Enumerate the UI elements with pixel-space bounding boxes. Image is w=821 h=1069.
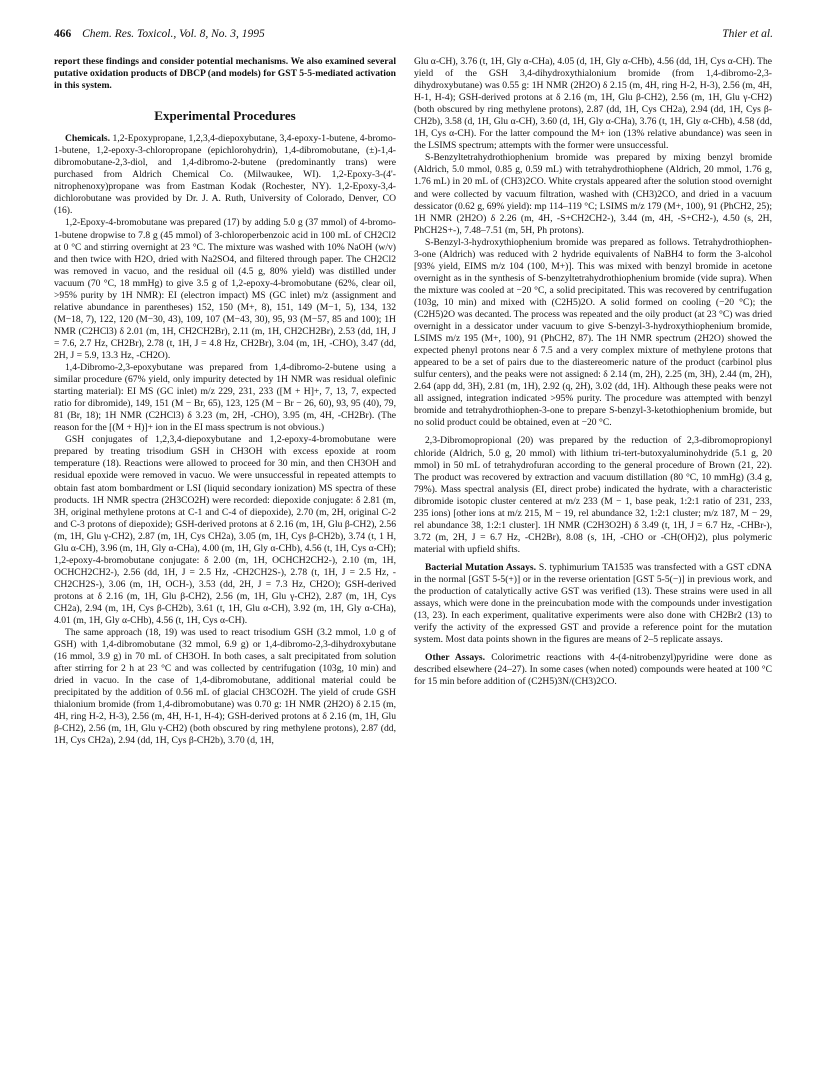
bacterial-assays-runin-heading: Bacterial Mutation Assays.: [425, 561, 536, 573]
running-authors: Thier et al.: [722, 28, 773, 40]
paragraph: S-Benzyl-3-hydroxythiophenium bromide was prepared as follows. Tetrahydrothiophen-3-one (Aldrich) was reduced with 2 hydride equivalents of NaBH4 to form the 3-alcohol [93% yield, EIMS m/z 104 (100, M+)]. This was mixed with benzyl bromide in acetone overnight as in the synthesis of S-benzyltetrahydrothiophenium bromide (vide supra). When the mixture was cooled at −20 °C, a solid precipitated. This was recovered by centrifugation (103g, 10 min) and mixed with (C2H5)2O. A solid formed on cooling (−20 °C); the (C2H5)2O was decanted. The process was repeated and the oily product (at 23 °C) was dried overnight in a dessicator under vacuum to give S-benzyl-3-hydroxythiophenium bromide, LSIMS m/z 195 (M+, 100), 91 (PhCH2, 87). The 1H NMR spectrum (2H2O) showed the expected phenyl protons near δ 7.5 and a very complex mixture of methylene protons that appeared to be a set of pairs due to the diastereomeric nature of the product (carbinol plus sulfur centers), and the peaks were not assigned: δ 2.14 (m, 2H), 2.25 (m, 3H), 2.44 (m, 2H), 2.64 (app dd, 3H), 2.81 (m, 1H), 2.92 (q, 2H), 3.02 (dd, 1H). Although these peaks were not all assigned, integration indicated >95% purity. The procedure was attempted with benzyl bromide and tetrahydrothiophen-3-one to prepare S-benzyl-3-ketothiophenium bromide, but no solid product could be obtained, even at −20 °C.: [414, 236, 772, 429]
other-assays-text: Colorimetric reactions with 4-(4-nitrobenzyl)pyridine were done as described elsewhere (24–27). In some cases (when noted) compounds were heated at 100 °C for 15 min before addition of (C2H5)3N/(CH3)2CO.: [414, 652, 772, 688]
paragraph: S-Benzyltetrahydrothiophenium bromide was prepared by mixing benzyl bromide (Aldrich, 5.0 mmol, 0.85 g, 0.59 mL) with tetrahydrothiophene (Aldrich, 20 mmol, 1.76 g, 1.76 mL) in 20 mL of (CH3)2CO. White crystals appeared after the solution stood overnight and were collected by vacuum filtration, washed with (CH3)2CO, and dried in a vacuum dessicator (0.62 g, 69% yield): mp 114–119 °C; LSIMS m/z 179 (M+, 100), 91 (PhCH2, 25); 1H NMR (2H2O) δ 2.26 (m, 4H, -S+CH2CH2-), 3.44 (m, 4H, -S+CH2-), 4.50 (s, 2H, PhCH2S+-), 7.48–7.51 (m, 5H, Ph protons).: [414, 152, 772, 236]
section-heading: Experimental Procedures: [154, 108, 296, 124]
paragraph: 2,3-Dibromopropional (20) was prepared by the reduction of 2,3-dibromopropionyl chloride (Aldrich, 5.0 g, 20 mmol) with lithium tri-tert-butoxyaluminohydride (5.1 g, 20 mmol) in 50 mL of tetrahydrofuran according to the general procedure of Brown (21, 22). The product was recovered by extraction and vacuum distillation (80 °C, 10 mmHg) (3.4 g, 79%). Mass spectral analysis (EI, direct probe) indicated the hydrate, with a characteristic dibromide isotopic cluster centered at m/z 233 (M − 1, base peak, 1:2:1 ratio of 231, 233, 235 ions) [other ions at m/z 215, M − 19, rel abundance 32, 1:2:1 cluster; m/z 187, M − 29, rel abundance 38, 1:2:1 cluster]. 1H NMR (C2H3O2H) δ 3.49 (t, 1H, J = 6.7 Hz, -CHBr-), 3.72 (m, 2H, J = 6.7 Hz, -CH2Br), 8.08 (s, 1H, -CHO or -CH(OH)2), plus polymeric material with upfield shifts.: [414, 435, 772, 555]
journal-citation: Chem. Res. Toxicol., Vol. 8, No. 3, 1995: [82, 28, 265, 40]
paragraph: 1,4-Dibromo-2,3-epoxybutane was prepared from 1,4-dibromo-2-butene using a similar procedure (67% yield, only impurity detected by 1H NMR was residual olefinic starting material): EI MS (GC inlet) m/z 229, 231, 233 ([M + H]+, 7, 13, 7, expected ratio for dibromide), 149, 151 (M − Br, 65), 123, 125 (M − Br − 26, 60), 93, 95 (40), 79, 81 (Br, 18); 1H NMR (C2HCl3) δ 3.23 (m, 2H, -CHO), 3.95 (m, 4H, -CH2Br). (The reason for the [(M + H)]+ ion in the EI mass spectrum is not obvious.): [54, 362, 396, 434]
other-assays-paragraph: [414, 652, 772, 688]
page-number: 466: [54, 28, 72, 40]
intro-paragraph: report these findings and consider potential mechanisms. We also examined several putative oxidation products of DBCP (and models) for GST 5-5-mediated activation in this system.: [54, 56, 396, 92]
right-column: [414, 56, 772, 688]
running-header: [54, 28, 773, 44]
chemicals-paragraph: [54, 133, 396, 217]
chemicals-runin-heading: Chemicals.: [65, 133, 111, 145]
paragraph: GSH conjugates of 1,2,3,4-diepoxybutane and 1,2-epoxy-4-bromobutane were prepared by treating trisodium GSH in CH3OH with excess epoxide at room temperature (18). Reactions were allowed to proceed for 30 min, and then CH3OH and residual epoxide were removed in vacuo. We were unsuccessful in repeated attempts to obtain fast atom bombardment or LSI (liquid secondary ionization) MS spectra of these products. 1H NMR spectra (2H3CO2H) were recorded: diepoxide conjugate: δ 2.81 (m, 3H, original methylene protons at C-1 and C-4 of diepoxide), 2.70 (m, 2H, original C-2 and C-3 protons of diepoxide); GSH-derived protons at δ 2.16 (m, 1H, Glu β-CH2), 2.56 (m, 1H, Glu γ-CH2), 2.87 (m, 1H, Cys CH2a), 3.05 (m, 1H, Cys β-CH2b), 3.74 (t, 1 H, Glu α-CH), 3.96 (m, 1H, Gly α-CHa), 4.00 (m, 1H, Gly α-CHb), 4.56 (t, 1H, Cys α-CH); 1,2-epoxy-4-bromobutane conjugate: δ 2.00 (m, 1H, OCHCH2CH2-), 2.10 (m, 1H, OCHCH2CH2-), 2.56 (dd, 1H, J = 2.5 Hz, -CH2CH2S-), 2.78 (t, 1H, J = 2.5 Hz, -CH2CH2S-), 3.06 (m, 1H, OCH-), 3.53 (dd, 2H, J = 7.3 Hz, CH2O); GSH-derived protons at δ 2.16 (m, 1H, Glu β-CH2), 2.56 (m, 1H, Glu γ-CH2), 2.87 (m, 1H, Cys CH2a), 2.94 (m, 1H, Cys β-CH2b), 3.61 (t, 1H, Glu α-CH), 3.92 (m, 1H, Gly α-CHa), 4.01 (m, 1H, Gly α-CHb), 4.56 (t, 1H, Cys α-CH).: [54, 434, 396, 627]
chemicals-text: 1,2-Epoxypropane, 1,2,3,4-diepoxybutane, 3,4-epoxy-1-butene, 4-bromo-1-butene, 1,2-epoxy-3-chloropropane (epichlorohydrin), 1,4-dibromobutane, (±)-1,4-dibromobutane-2,3-diol, and 1,4-dibromo-2-butene (predominantly trans) were purchased from Aldrich Chemical Co. (Milwaukee, WI). 1,2-Epoxy-3-(4'-nitrophenoxy)propane was from Eastman Kodak (Rochester, NY). 1,2-Epoxy-3,4-dichlorobutane was provided by Dr. J. A. Ruth, University of Colorado, Denver, CO (16).: [54, 133, 396, 217]
other-assays-runin-heading: Other Assays.: [425, 652, 486, 664]
paragraph: Glu α-CH), 3.76 (t, 1H, Gly α-CHa), 4.05 (d, 1H, Gly α-CHb), 4.56 (dd, 1H, Cys α-CH). The yield of the GSH 3,4-dihydroxythialonium bromide (from 1,4-dibromo-2,3-dihydroxybutane) was 0.55 g: 1H NMR (2H2O) δ 2.15 (m, 4H, ring H-2, H-3), 2.56 (m, 4H, H-1, H-4); GSH-derived protons at δ 2.16 (m, 1H, Glu β-CH2), 2.56 (m, 1H, Glu γ-CH2) (both obscured by ring methylene protons), 2.87 (dd, 1H, Cys CH2a), 2.94 (dd, 1H, Cys β-CH2b), 3.58 (d, 1H, Glu α-CH), 3.60 (d, 1H, Gly α-CHa), 3.76 (t, 1H, Gly α-CHb), 4.58 (dd, 1H, Cys α-CH). For the latter compound the M+ ion (13% relative abundance) was seen in the LSIMS spectrum; attempts with the former were unsuccessful.: [414, 56, 772, 152]
left-column: [54, 56, 396, 748]
bacterial-assays-paragraph: [414, 562, 772, 646]
paragraph: The same approach (18, 19) was used to react trisodium GSH (3.2 mmol, 1.0 g of GSH) with 1,4-dibromobutane (32 mmol, 6.9 g) or 1,4-dibromo-2,3-dihydroxybutane (16 mmol, 3.9 g) in 70 mL of CH3OH. In both cases, a salt precipitated from solution after stirring for 2 h at 23 °C and was collected by centrifugation (103g, 10 min) and dried in vacuo. In the case of 1,4-dibromobutane, additional material could be precipitated by the addition of 0.56 mL of glacial CH3CO2H. The yield of crude GSH thialonium bromide (from 1,4-dibromobutane) was 0.70 g: 1H NMR (2H2O) δ 2.15 (m, 4H, ring H-2, H-3), 2.56 (m, 4H, H-1, H-4); GSH-derived protons at δ 2.16 (m, 1H, Glu β-CH2), 2.56 (m, 1H, Glu γ-CH2) (both obscured by ring methylene protons), 2.87 (dd, 1H, Cys CH2a), 2.94 (dd, 1H, Cys β-CH2b), 3.70 (d, 1H,: [54, 627, 396, 747]
paragraph: 1,2-Epoxy-4-bromobutane was prepared (17) by adding 5.0 g (37 mmol) of 4-bromo-1-butene dropwise to 7.8 g (45 mmol) of 3-chloroperbenzoic acid in 100 mL of CH2Cl2 at 0 °C and stirring overnight at 23 °C. The mixture was washed with 10% NaOH (w/v) and then twice with H2O, dried with Na2SO4, and filtered through paper. The CH2Cl2 was removed in vacuo, and the residual oil (4.5 g, 80% yield) was distilled under vacuum (70 °C, 18 mmHg) to give 3.5 g of 1,2-epoxy-4-bromobutane (62%, clear oil, >95% purity by 1H NMR): EI (electron impact) MS (GC inlet) m/z (assignment and relative abundance in parentheses) 152, 150 (M+, 8), 151, 149 (M−1, 5), 134, 132 (M−18, 7), 122, 120 (M−30, 43), 109, 107 (M−43, 30), 95, 93 (M−57, 85 and 100); 1H NMR (C2HCl3) δ 2.01 (m, 1H, CH2CH2Br), 2.11 (m, 1H, CH2CH2Br), 2.53 (dd, 1H, J = 7.6, 2.7 Hz, CH2Br), 2.78 (t, 1H, J = 4.8 Hz, CH2Br), 3.04 (m, 1H, -CHO), 3.47 (dd, 2H, J = 5.9, 13.3 Hz, -CH2O).: [54, 217, 396, 361]
bacterial-assays-text: S. typhimurium TA1535 was transfected with a GST cDNA in the normal [GST 5-5(+)] or in the reverse orientation [GST 5-5(−)] in previous work, and the production of catalytically active GST was verified (13). These strains were used in all assays, which were done in the preincubation mode with the compounds under investigation (13, 23). In each experiment, qualitative experiments were also done with CH2Br2 (13) to verify the activity of the expressed GST and provide a reference point for the mutation system. Most data points shown in the figures are means of 2–5 replicate assays.: [414, 561, 772, 646]
